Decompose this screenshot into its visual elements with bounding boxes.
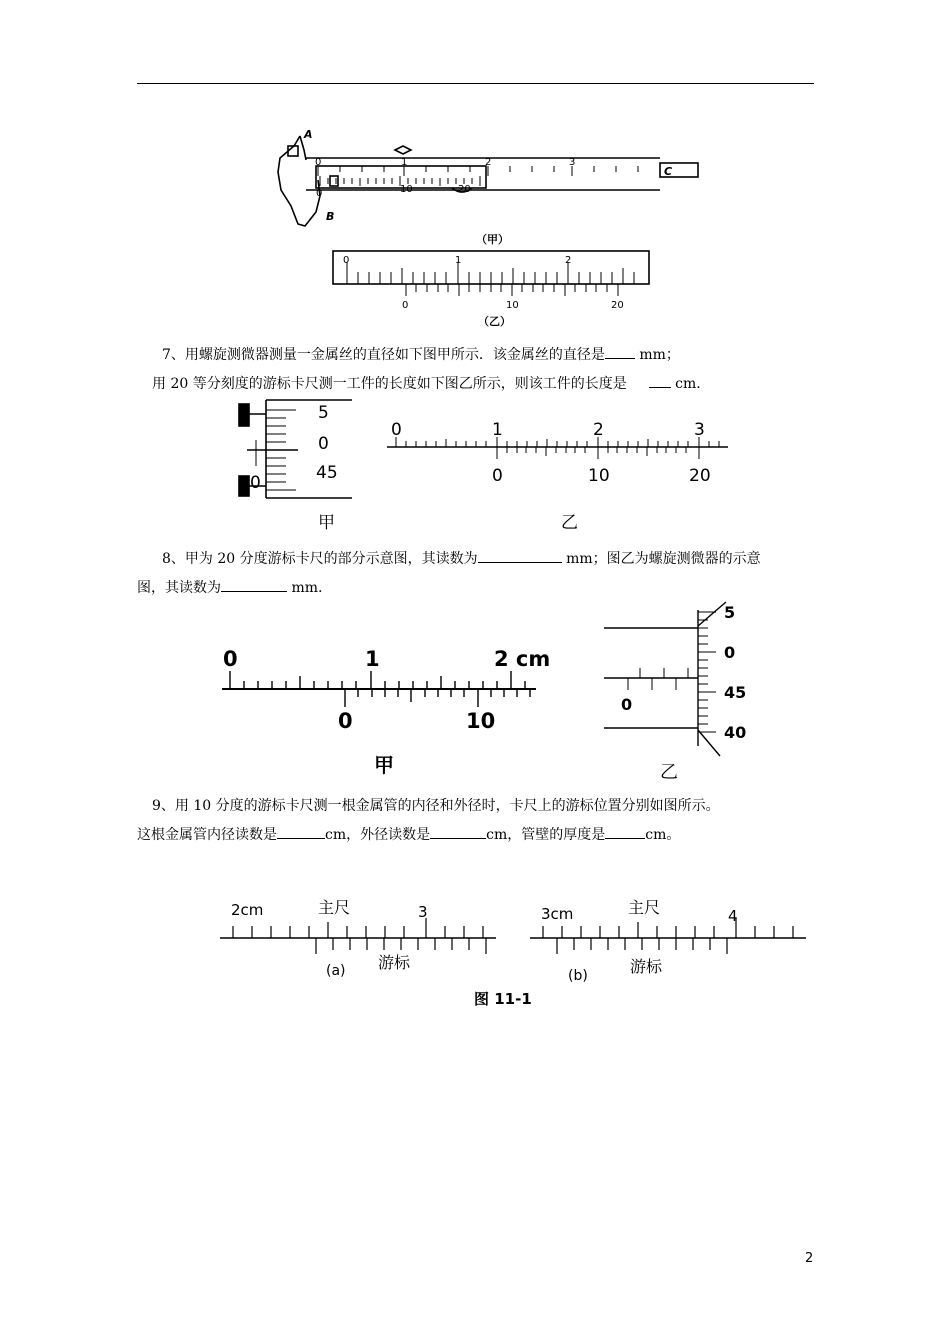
q8-micrometer-label-0: 0 [724, 643, 736, 662]
caliper-vernier-tick-0: 0 [316, 188, 323, 199]
q9a-end-label: 3 [418, 903, 428, 921]
q7-caption-jia: 甲 [318, 513, 335, 533]
q9-line2-text-d: cm。 [645, 827, 681, 843]
caliper-main-tick-0: 0 [315, 157, 322, 168]
q7-vernier-label-10: 10 [588, 466, 610, 486]
q7-main-label-3: 3 [694, 420, 705, 440]
q8-line1-rest: mm；图乙为螺旋测微器的示意 [561, 551, 761, 567]
q8-micrometer-label-5: 5 [724, 603, 736, 622]
q7-vernier-label-20: 20 [689, 466, 711, 486]
q9b-start-label: 3cm [541, 905, 574, 923]
q9b-sub-label: (b) [568, 968, 588, 984]
q9a-vernier-label: 游标 [378, 953, 411, 972]
q9b-end-label: 4 [728, 907, 738, 925]
q8-vernier-label-0: 0 [338, 709, 353, 733]
q7-main-label-1: 1 [492, 420, 503, 440]
q8-micrometer-label-40: 40 [724, 723, 747, 742]
scale-main-tick-2: 2 [565, 255, 572, 266]
q8-main-label-0: 0 [223, 647, 238, 671]
q9b-main-label: 主尺 [628, 898, 661, 917]
scale-main-tick-0: 0 [343, 255, 350, 266]
q8-vernier-label-10: 10 [466, 709, 496, 733]
q8-line1-text: 8、甲为 20 分度游标卡尺的部分示意图，其读数为 [162, 551, 478, 567]
q7-line1-text: 7、用螺旋测微器测量一金属丝的直径如下图甲所示．该金属丝的直径是 [162, 347, 605, 363]
caliper-vernier-tick-10: 10 [400, 184, 413, 195]
q9-line2-text-a: 这根金属管内径读数是 [137, 827, 277, 843]
caliper-point-a: A [304, 128, 313, 141]
q8-caption-jia: 甲 [374, 753, 394, 777]
q7-line1-unit: mm； [634, 347, 680, 363]
q9-line2-text-c: cm，管壁的厚度是 [486, 827, 606, 843]
q7-micrometer-label-5: 5 [318, 403, 329, 423]
scale-caption-yi: （乙） [478, 315, 511, 328]
q7-main-label-0: 0 [391, 420, 402, 440]
page-number: 2 [805, 1251, 814, 1266]
scale-vernier-tick-20: 20 [611, 300, 624, 311]
q8-caption-yi: 乙 [660, 762, 678, 783]
q9-line1: 9、用 10 分度的游标卡尺测一根金属管的内径和外径时，卡尺上的游标位置分别如图所示。 [152, 798, 720, 814]
scale-main-tick-1: 1 [455, 255, 462, 266]
caliper-main-tick-1: 1 [401, 157, 408, 168]
q9a-start-label: 2cm [231, 901, 264, 919]
caliper-point-c: C [664, 165, 673, 178]
q7-vernier-label-0: 0 [492, 466, 503, 486]
q7-line2-unit: cm. [670, 376, 701, 392]
scale-vernier-tick-0: 0 [402, 300, 409, 311]
caliper-point-b: B [326, 210, 335, 223]
q7-caption-yi: 乙 [561, 513, 578, 533]
q9a-main-label: 主尺 [318, 898, 351, 917]
q7-line2-text: 用 20 等分刻度的游标卡尺测一工件的长度如下图乙所示，则该工件的长度是 [152, 376, 627, 392]
caliper-vernier-tick-20: 20 [458, 184, 471, 195]
q9-figure-caption: 图 11-1 [474, 990, 532, 1008]
q7-micrometer-sleeve-0: 0 [250, 473, 261, 493]
caliper-caption-jia: （甲） [476, 233, 509, 246]
q7-micrometer-label-45: 45 [316, 463, 338, 483]
q9-line2-text-b: cm，外径读数是 [325, 827, 431, 843]
q9a-sub-label: (a) [326, 963, 346, 979]
scale-vernier-tick-10: 10 [506, 300, 519, 311]
q9b-vernier-label: 游标 [630, 957, 663, 976]
q8-main-label-1: 1 [365, 647, 380, 671]
q8-line2-text: 图，其读数为 [137, 580, 221, 596]
caliper-main-tick-2: 2 [485, 157, 492, 168]
q8-line2-unit: mm. [287, 580, 323, 596]
q8-main-label-2cm: 2 cm [494, 647, 551, 671]
q7-micrometer-label-0: 0 [318, 434, 329, 454]
caliper-main-tick-3: 3 [569, 157, 576, 168]
q8-micrometer-label-45: 45 [724, 683, 747, 702]
q7-main-label-2: 2 [593, 420, 604, 440]
q8-micrometer-sleeve-0: 0 [621, 695, 633, 714]
